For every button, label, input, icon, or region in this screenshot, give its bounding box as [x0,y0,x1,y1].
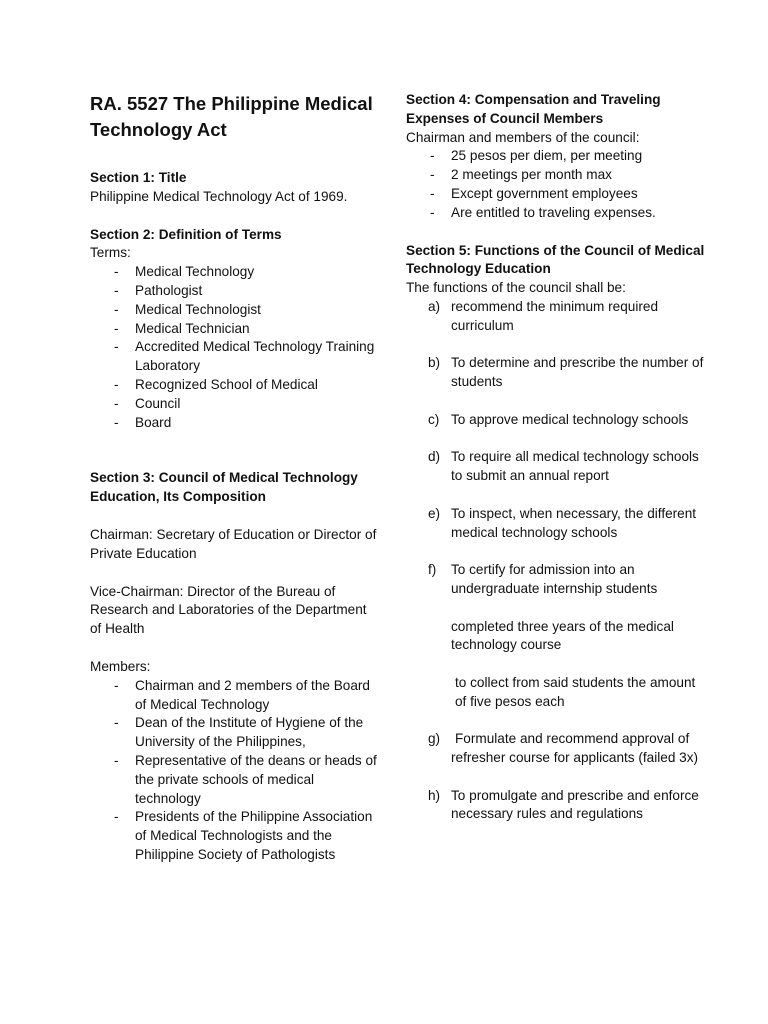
document-title: RA. 5527 The Philippine Medical Technology Act [90,93,373,140]
section-5-intro: The functions of the council shall be: [406,280,626,296]
function-text: To approve medical technology schools [451,411,689,427]
list-item: - Except government employees [406,185,706,204]
list-item: - Chairman and 2 members of the Board of Medical Technology [90,677,380,715]
list-item: - Medical Technology [90,263,380,282]
list-item [406,561,706,711]
list-item [406,298,706,336]
list-item [406,448,706,486]
function-text: recommend the minimum required curriculum [451,298,659,333]
section-1 [90,169,380,207]
function-subtext: completed three years of the medical technology course [451,618,674,653]
list-marker: a) [428,298,441,314]
list-item: - Accredited Medical Technology Training Laboratory [90,338,380,376]
section-3-heading: Section 3: Council of Medical Technology Education, Its Composition [90,470,358,505]
list-marker: d) [428,449,441,465]
function-text: To promulgate and prescribe and enforce necessary rules and regulations [451,787,699,822]
functions-list [406,298,706,824]
compensation-list [406,147,706,222]
list-item: - Recognized School of Medical [90,376,380,395]
section-5 [406,242,706,825]
list-item: - Pathologist [90,282,380,301]
list-item: - Board [90,414,380,433]
list-item [406,730,706,768]
list-item: - Medical Technologist [90,301,380,320]
list-item [406,354,706,392]
list-marker: e) [428,505,441,521]
section-4-intro: Chairman and members of the council: [406,129,640,145]
section-2-intro: Terms: [90,245,131,261]
vice-chairman-text: Vice-Chairman: Director of the Bureau of Research and Laboratories of the Department of Health [90,583,367,637]
right-column [406,91,706,843]
list-item [406,505,706,543]
list-item [406,411,706,430]
function-text: To require all medical technology schools to submit an annual report [451,449,699,484]
terms-list [90,263,380,432]
function-text: To certify for admission into an undergraduate internship students [451,562,658,596]
section-3 [90,469,380,864]
list-item: - 25 pesos per diem, per meeting [406,147,706,166]
section-4 [406,91,706,223]
section-1-text: Philippine Medical Technology Act of 1969. [90,188,348,204]
list-item: - Are entitled to traveling expenses. [406,204,706,223]
list-item: - 2 meetings per month max [406,166,706,185]
list-marker: b) [428,355,441,371]
function-subtext: to collect from said students the amount of five pesos each [455,674,696,709]
list-item: - Medical Technician [90,320,380,339]
section-4-heading: Section 4: Compensation and Traveling Expenses of Council Members [406,92,661,126]
list-item: - Council [90,395,380,414]
list-marker: h) [428,787,441,803]
list-marker: f) [428,562,437,578]
list-item: - Presidents of the Philippine Association of Medical Technologists and the Philippine Society of Pathologists [90,808,380,864]
list-item [406,787,706,825]
section-2-heading: Section 2: Definition of Terms [90,226,282,242]
list-marker: g) [428,731,441,747]
list-item: - Dean of the Institute of Hygiene of the University of the Philippines, [90,714,380,752]
list-marker: c) [428,411,440,427]
section-1-heading: Section 1: Title [90,170,187,185]
function-text: To determine and prescribe the number of students [451,355,704,390]
members-list [90,677,380,865]
left-column [90,91,380,865]
section-5-heading: Section 5: Functions of the Council of Medical Technology Education [406,242,705,277]
function-text: Formulate and recommend approval of refresher course for applicants (failed 3x) [451,731,699,766]
function-text: To inspect, when necessary, the different medical technology schools [451,505,697,540]
chairman-text: Chairman: Secretary of Education or Director of Private Education [90,526,377,561]
members-label: Members: [90,658,151,674]
section-2 [90,226,380,433]
list-item: - Representative of the deans or heads of the private schools of medical technology [90,752,380,808]
